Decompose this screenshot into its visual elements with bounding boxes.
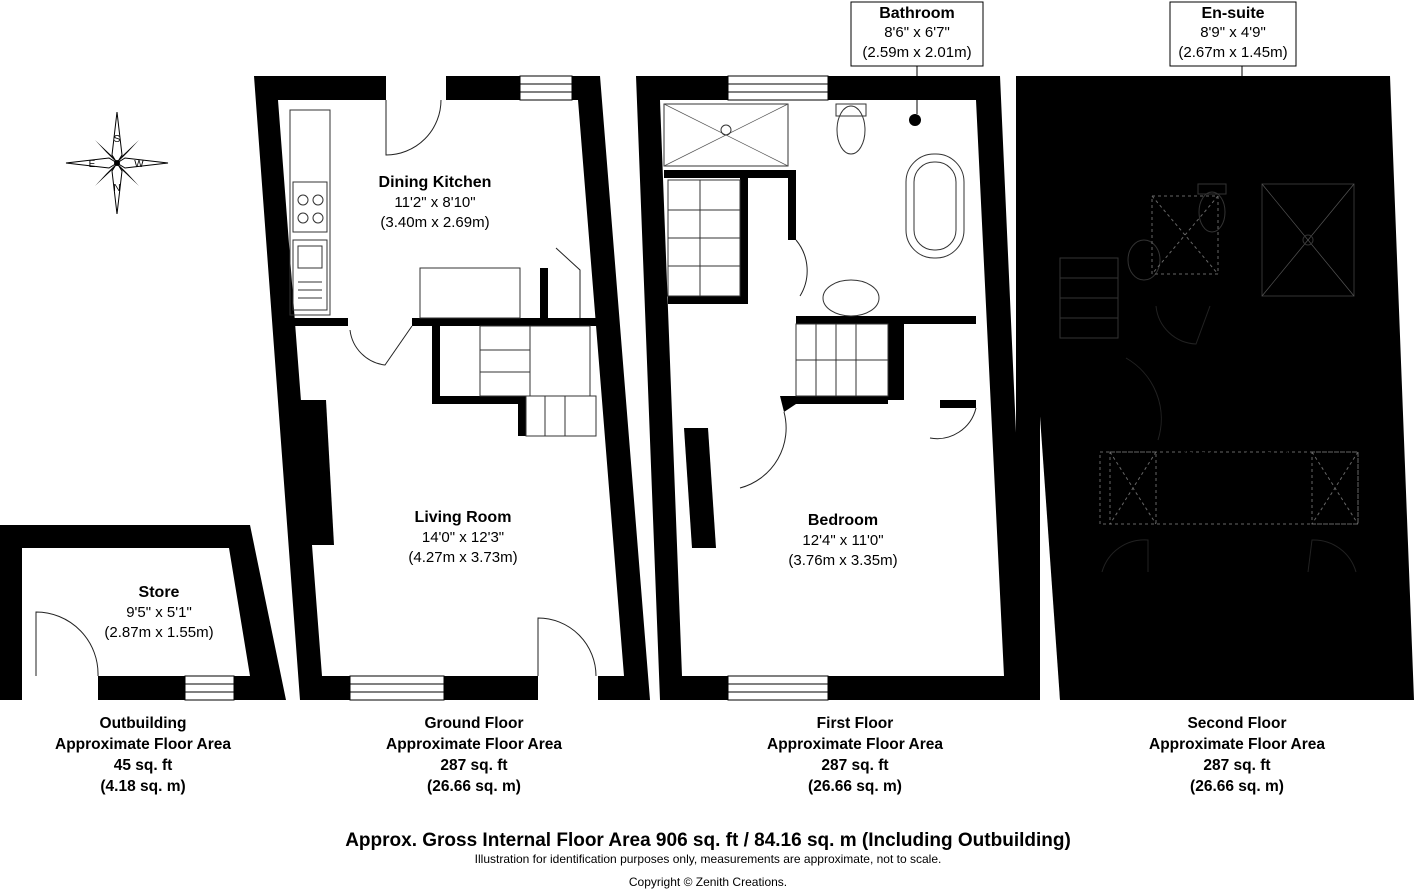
ground-caption-label: Approximate Floor Area: [386, 736, 562, 753]
floor-captions: [55, 715, 1325, 795]
living-door: [350, 326, 412, 365]
first-caption-sqft: 287 sq. ft: [821, 757, 889, 774]
living-room-name: Living Room: [414, 509, 512, 526]
kitchen-worktop: [290, 110, 330, 315]
first-stairs: [668, 180, 888, 396]
ground-stairs: [480, 326, 596, 436]
second-bedroom-name: Bedroom: [1200, 409, 1272, 426]
second-bedroom-metric: (3.23m x 3.18m): [1181, 449, 1291, 466]
dining-kitchen-name: Dining Kitchen: [378, 174, 492, 191]
outbuilding-caption-title: Outbuilding: [99, 715, 187, 732]
disclaimer: Illustration for identification purposes only, measurements are approximate, not to scale.: [474, 852, 942, 866]
front-door: [538, 618, 596, 676]
hob: [293, 182, 327, 232]
ensuite-metric: (2.67m x 1.45m): [1178, 44, 1288, 61]
ground-caption-title: Ground Floor: [424, 715, 524, 732]
bathroom-name: Bathroom: [879, 5, 955, 22]
first-toilet: [837, 106, 865, 154]
ground-caption-sqft: 287 sq. ft: [440, 757, 508, 774]
first-bedroom-door: [740, 412, 786, 488]
ensuite-name: En-suite: [1201, 5, 1265, 22]
first-basin: [823, 280, 879, 316]
living-room-metric: (4.27m x 3.73m): [408, 549, 518, 566]
first-bedroom-name: Bedroom: [807, 512, 879, 529]
first-floor-walls: [636, 76, 1028, 700]
compass-letter-w: W: [134, 159, 144, 170]
compass-letter-s: S: [113, 134, 121, 145]
outbuilding-caption-sqft: 45 sq. ft: [113, 757, 173, 774]
outbuilding-caption-label: Approximate Floor Area: [55, 736, 231, 753]
second-caption-title: Second Floor: [1187, 715, 1287, 732]
outbuilding-store-metric: (2.87m x 1.55m): [104, 624, 214, 641]
ground-floor-plan: [254, 76, 650, 700]
copyright: Copyright © Zenith Creations.: [628, 875, 788, 889]
kitchen-door: [386, 100, 441, 155]
dining-kitchen-metric: (3.40m x 2.69m): [380, 214, 490, 231]
ground-floor-walls: [254, 76, 650, 700]
ground-caption-sqm: (26.66 sq. m): [427, 778, 521, 795]
outbuilding-caption-sqm: (4.18 sq. m): [100, 778, 186, 795]
second-store-bottom-name: Store: [1209, 619, 1251, 636]
second-caption-label: Approximate Floor Area: [1149, 736, 1325, 753]
first-top-window: [728, 76, 828, 100]
compass-letter-n: N: [113, 183, 121, 194]
ensuite-imperial: 8'9" x 4'9": [1200, 24, 1266, 41]
bathtub: [906, 154, 964, 258]
second-bedroom-imperial: 10'7" x 10'5": [1194, 429, 1278, 446]
second-store-top-name: Store: [1173, 130, 1215, 147]
ground-window: [350, 676, 444, 700]
bathroom-metric: (2.59m x 2.01m): [862, 44, 972, 61]
first-caption-label: Approximate Floor Area: [767, 736, 943, 753]
cupboard-door: [556, 248, 580, 318]
first-bedroom-metric: (3.76m x 3.35m): [788, 552, 898, 569]
second-caption-sqm: (26.66 sq. m): [1190, 778, 1284, 795]
compass-icon: [66, 112, 168, 214]
second-caption-sqft: 287 sq. ft: [1203, 757, 1271, 774]
bathroom-door: [796, 240, 807, 296]
first-floor-plan: [636, 76, 1028, 700]
total-floor-area: Approx. Gross Internal Floor Area 906 sq. ft / 84.16 sq. m (Including Outbuilding): [345, 830, 1071, 851]
outbuilding-door: [36, 612, 98, 676]
first-bedroom-imperial: 12'4" x 11'0": [802, 532, 884, 549]
first-caption-sqm: (26.66 sq. m): [808, 778, 902, 795]
living-room-imperial: 14'0" x 12'3": [421, 529, 505, 546]
dining-kitchen-imperial: 11'2" x 8'10": [394, 194, 476, 211]
compass-letter-e: E: [88, 159, 96, 170]
bathroom-imperial: 8'6" x 6'7": [884, 24, 950, 41]
second-floor-plan: [1016, 76, 1414, 700]
first-caption-title: First Floor: [816, 715, 894, 732]
first-cupboard-door: [930, 408, 976, 439]
outbuilding-window: [185, 676, 234, 700]
outbuilding-store-name: Store: [138, 584, 180, 601]
first-bottom-window: [728, 676, 828, 700]
outbuilding-store-imperial: 9'5" x 5'1": [126, 604, 192, 621]
